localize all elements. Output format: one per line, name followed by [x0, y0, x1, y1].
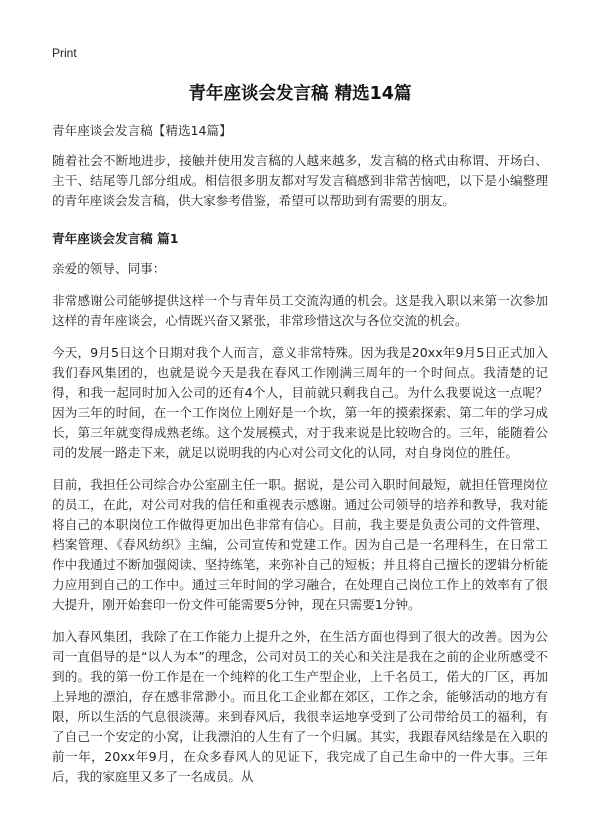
document-body: [52, 121, 548, 799]
print-link[interactable]: Print: [52, 46, 77, 60]
body-paragraph: 今天，9月5日这个日期对我个人而言，意义非常特殊。因为我是20xx年9月5日正式加入我们春风集团的，也就是说今天是我在春风工作刚满三周年的一个时间点。我清楚的记得，和我一起同时加入公司的还有4个人，目前就只剩我自己。为什么我要说这一点呢？因为三年的时间，在一个工作岗位上刚好是一个坎，第一年的摸索探索、第二年的学习成长，第三年就变得成熟老练。这个发展模式，对于我来说是比较吻合的。三年，能随着公司的发展一路走下来，就足以说明我的内心对公司文化的认同，对自身岗位的胜任。: [52, 345, 548, 460]
body-paragraph: 非常感谢公司能够提供这样一个与青年员工交流沟通的机会。这是我入职以来第一次参加这样的青年座谈会，心情既兴奋又紧张，非常珍惜这次与各位交流的机会。: [52, 293, 548, 328]
section-heading: 青年座谈会发言稿 篇1: [52, 231, 179, 246]
greeting: 亲爱的领导、同事：: [52, 261, 166, 276]
body-paragraph: 加入春风集团，我除了在工作能力上提升之外，在生活方面也得到了很大的改善。因为公司一直倡导的是“以人为本”的理念，公司对员工的关心和关注是我在之前的企业所感受不到的。我的第一份工作是在一个纯粹的化工生产型企业，上千名员工，偌大的厂区，再加上异地的漂泊，存在感非常渺小。而且化工企业都在郊区，工作之余，能够活动的地方有限，所以生活的气息很淡薄。来到春风后，我很幸运地享受到了公司带给员工的福利，有了自己一个安定的小窝，让我漂泊的人生有了一个归属。其实，我跟春风结缘是在入职的前一年，20xx年9月，在众多春风人的见证下，我完成了自己生命中的一件大事。三年后，我的家庭里又多了一名成员。从: [52, 629, 548, 784]
body-paragraph: 目前，我担任公司综合办公室副主任一职。据说，是公司入职时间最短，就担任管理岗位的员工，在此，对公司对我的信任和重视表示感谢。通过公司领导的培养和教导，我对能将自己的本职岗位工作做得更加出色非常有信心。目前，我主要是负责公司的文件管理、档案管理、《春风纺织》主编，公司宣传和党建工作。因为自己是一名理科生，在日常工作中我通过不断加强阅读、坚持练笔，来弥补自己的短板；并且将自己擅长的逻辑分析能力应用到自己的工作中。通过三年时间的学习融合，在处理自己岗位工作上的效率有了很大提升，刚开始套印一份文件可能需要5分钟，现在只需要1分钟。: [52, 477, 548, 612]
intro-paragraph: 随着社会不断地进步，接触并使用发言稿的人越来越多，发言稿的格式由称谓、开场白、主干、结尾等几部分组成。相信很多朋友都对写发言稿感到非常苦恼吧，以下是小编整理的青年座谈会发言稿，供大家参考借鉴，希望可以帮助到有需要的朋友。: [52, 153, 548, 208]
document-title: 青年座谈会发言稿 精选14篇: [188, 84, 412, 104]
document-subtitle: 青年座谈会发言稿【精选14篇】: [52, 123, 232, 138]
